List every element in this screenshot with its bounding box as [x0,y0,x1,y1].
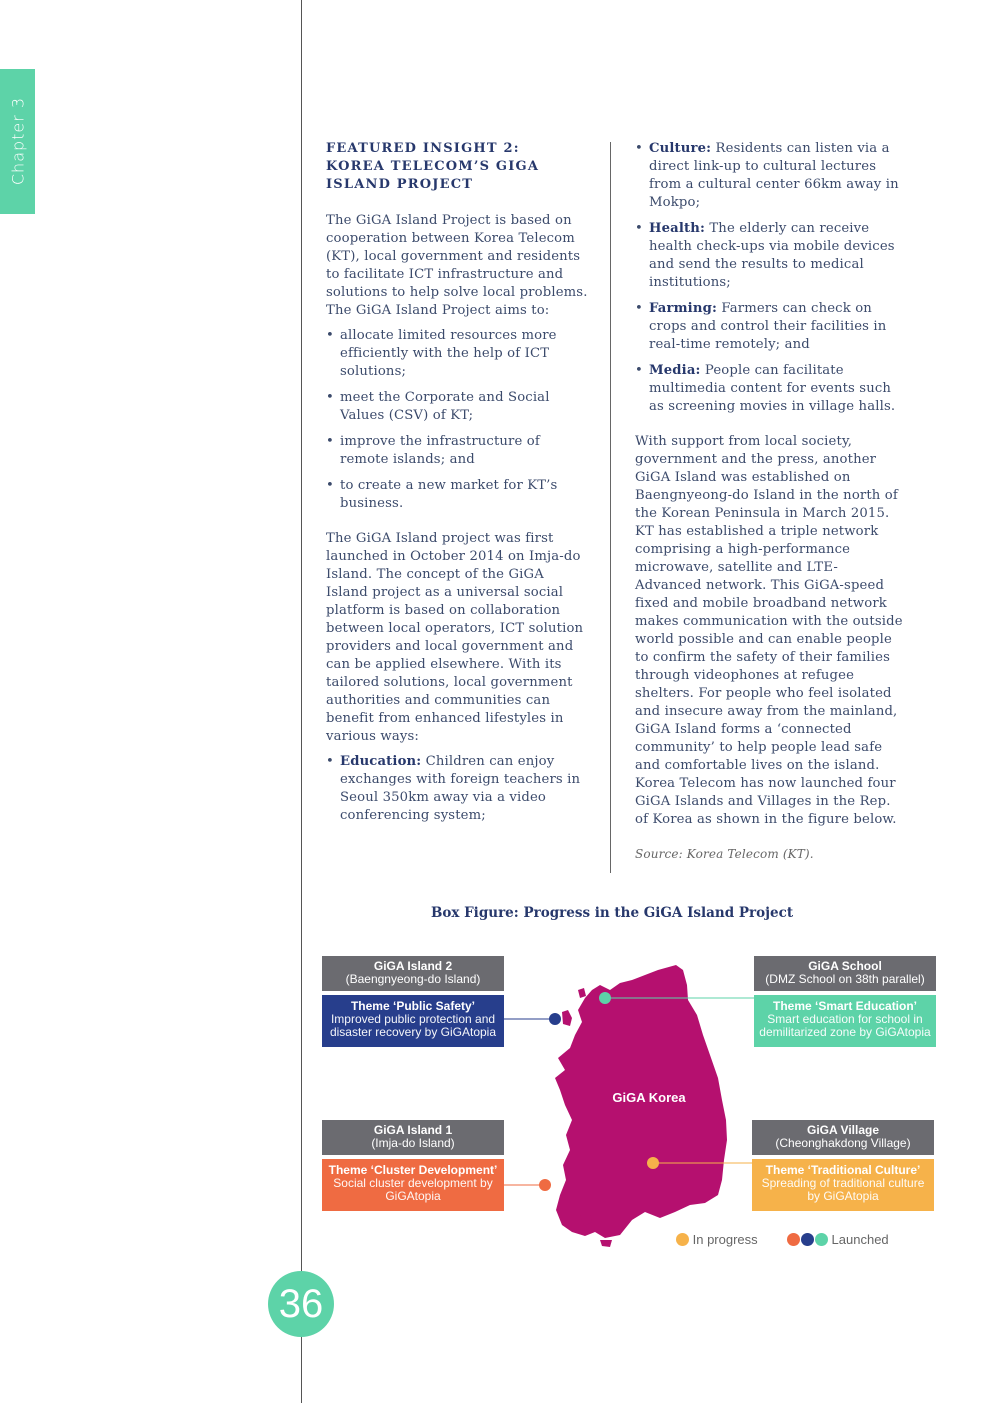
box-name: GiGA Village [806,1123,880,1137]
box-header [322,1120,504,1155]
body-paragraph: With support from local society, government and the press, another GiGA Island was established on Baengnyeong-do Island in the north of the Korean Peninsula in March 2015. KT has established a triple network comprising a high-performance microwave, satellite and LTE-Advanced network. This GiGA-speed fixed and mobile broadband network makes communication with the outside world possible and can enable people to confirm the safety of their families through videophones at refugee shelters. For people who feel isolated and insecure away from the mainland, GiGA Island forms a ‘connected community’ to help people lead safe and comfortable lives on the island. Korea Telecom has now launched four GiGA Islands and Villages in the Rep. of Korea as shown in the figure below. [635,434,903,827]
legend-launched: Launched [831,1232,889,1247]
giga-school-box [754,956,936,1047]
launched-dot [815,1233,828,1246]
launched-dot [787,1233,800,1246]
in-progress-dot [676,1233,689,1246]
theme-desc: Spreading of traditional culture by GiGAtopia [761,1176,925,1203]
list-item: • allocate limited resources more efficiently with the help of ICT solutions; [326,327,590,381]
list-item: • improve the infrastructure of remote islands; and [326,433,590,469]
box-header [752,1120,934,1155]
item-keyword: Health: [649,221,706,236]
box-subtitle: (Imja-do Island) [371,1136,455,1150]
item-keyword: Farming: [649,301,717,316]
theme-desc: Improved public protection and disaster recovery by GiGAtopia [329,1012,497,1039]
marker-dot [549,1013,561,1025]
figure-title: Box Figure: Progress in the GiGA Island Project [430,905,794,921]
box-header [322,956,504,991]
item-text: Children can enjoy exchanges with foreign teachers in Seoul 350km away via a video conferencing system; [340,754,581,823]
item-keyword: Media: [649,363,701,378]
item-text: Residents can listen via a direct link-up to cultural lectures from a cultural center 66km away in Mokpo; [649,141,899,210]
giga-island-2-box [322,956,504,1047]
theme-desc: Social cluster development by GiGAtopia [333,1176,493,1203]
heading-line: FEATURED INSIGHT 2: [326,141,520,156]
list-item: • meet the Corporate and Social Values (CSV) of KT; [326,389,590,425]
map-label: GiGA Korea [612,1090,686,1105]
theme-title: Theme ‘Traditional Culture’ [765,1163,921,1177]
launched-dot [801,1233,814,1246]
box-name: GiGA Island 1 [373,1123,453,1137]
item-keyword: Culture: [649,141,712,156]
box-theme [752,1159,934,1211]
box-theme [322,995,504,1047]
island-shape [600,1240,612,1247]
theme-title: Theme ‘Smart Education’ [772,999,918,1013]
marker-dot [599,992,611,1004]
item-text: Farmers can check on crops and control their facilities in real-time remotely; and [649,301,887,352]
theme-desc: Smart education for school in demilitarized zone by GiGAtopia [759,1012,931,1039]
box-header [754,956,936,991]
giga-village-box [752,1120,934,1211]
giga-island-1-box [322,1120,504,1211]
item-text: The elderly can receive health check-ups via mobile devices and send the results to medical institutions; [649,221,895,290]
box-subtitle: (DMZ School on 38th parallel) [765,972,925,986]
page-number: 36 [268,1271,334,1337]
box-name: GiGA Island 2 [373,959,453,973]
source-note: Source: Korea Telecom (KT). [635,847,814,861]
item-text: People can facilitate multimedia content for events such as screening movies in village halls. [649,363,896,414]
island-shape [578,988,586,998]
item-keyword: Education: [340,754,422,769]
figure-legend [676,1232,889,1247]
legend-in-progress: In progress [692,1232,758,1247]
heading-line: ISLAND PROJECT [326,177,474,192]
theme-title: Theme ‘Cluster Development’ [328,1163,498,1177]
intro-paragraph: The GiGA Island Project is based on cooperation between Korea Telecom (KT), local government and residents to facilitate ICT infrastructure and solutions to help solve local problems. The GiGA Island Project aims to: [326,213,588,318]
list-item: • to create a new market for KT’s business. [326,477,590,513]
box-theme [322,1159,504,1211]
island-shape [562,1010,572,1026]
theme-title: Theme ‘Public Safety’ [350,999,476,1013]
box-subtitle: (Cheonghakdong Village) [775,1136,911,1150]
box-theme [754,995,936,1047]
marker-dot [539,1179,551,1191]
marker-dot [647,1157,659,1169]
chapter-label: Chapter 3 [8,96,28,186]
heading-line: KOREA TELECOM’S GIGA [326,159,540,174]
body-paragraph: The GiGA Island project was first launched in October 2014 on Imja-do Island. The concept of the GiGA Island project as a universal social platform is based on collaboration between local operators, ICT solution providers and local government and can be applied elsewhere. With its tailored solutions, local government authorities and communities can benefit from enhanced lifestyles in various ways: [326,531,584,744]
box-name: GiGA School [808,959,882,973]
box-subtitle: (Baengnyeong-do Island) [345,972,481,986]
